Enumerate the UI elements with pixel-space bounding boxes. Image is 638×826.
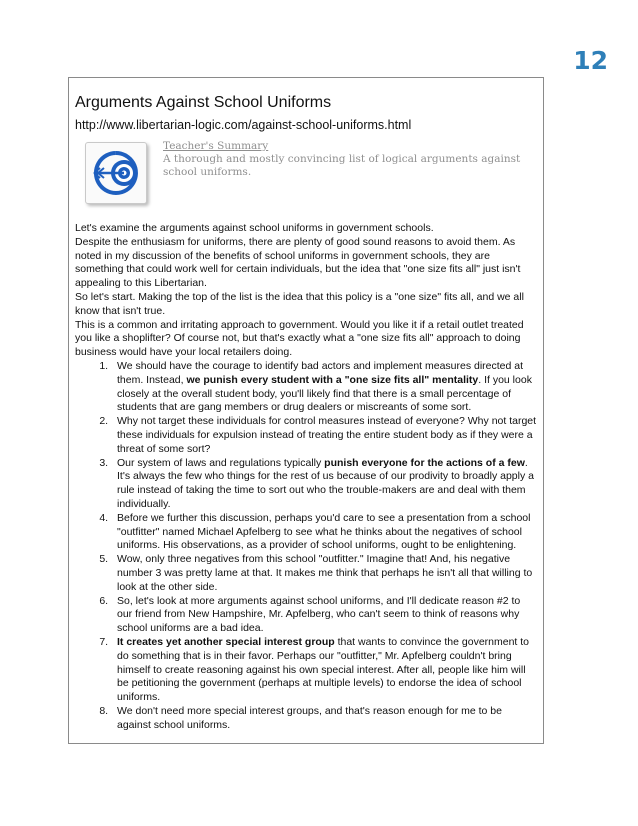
list-item: 3. Our system of laws and regulations typically punish everyone for the actions of a few. It's always the few who things for the rest of us because of our prodivity to broadly apply a rule instead of taking the time to sort out who the trouble-makers are and deal with them individually.	[111, 457, 537, 512]
list-item: 2. Why not target these individuals for control measures instead of everyone? Why not target these individuals for expulsion instead of treating the entire student body as if they were a threat of some sort?	[111, 415, 537, 456]
article-title: Arguments Against School Uniforms	[75, 94, 332, 111]
list-item: 8. We don't need more special interest groups, and that's reason enough for me to be against school uniforms.	[111, 705, 537, 733]
list-item: 4. Before we further this discussion, perhaps you'd care to see a presentation from a school "outfitter" named Michael Apfelberg to see what he thinks about the negatives of school uniforms. His observations, as a provider of school uniforms, ought to be enlightening.	[111, 512, 537, 553]
summary-text: A thorough and mostly convincing list of logical arguments against school uniforms.	[163, 153, 521, 178]
list-item: 6. So, let's look at more arguments against school uniforms, and I'll dedicate reason #2 to our friend from New Hampshire, Mr. Apfelberg, who can't seem to think of reasons why school uniforms are a bad idea.	[111, 595, 537, 636]
paragraph: Despite the enthusiasm for uniforms, there are plenty of good sound reasons to avoid them. As noted in my discussion of the benefits of school uniforms in government schools, they are something that could work well for certain individuals, but the idea that "one size fits all" just isn't appealing to this Libertarian.	[75, 235, 521, 290]
argument-list	[75, 360, 537, 733]
paragraph: So let's start. Making the top of the list is the idea that this policy is a "one size" fits all, and we all know that isn't true.	[75, 290, 524, 317]
list-item: 5. Wow, only three negatives from this school "outfitter." Imagine that! And, his negative number 3 was pretty lame at that. It makes me think that perhaps he isn't all that willing to look at the other side.	[111, 553, 537, 594]
article-frame	[68, 77, 544, 744]
paragraph: This is a common and irritating approach to government. Would you like it if a retail outlet treated you like a shoplifter? Of course not, but that's exactly what a "one size fits all" approach to doing business would have your local retailers doing.	[75, 318, 524, 359]
summary-heading: Teacher's Summary	[163, 140, 269, 152]
list-item: 7. It creates yet another special interest group that wants to convince the government to do something that is in their favor. Perhaps our "outfitter," Mr. Apfelberg couldn't bring himself to create reasoning against his own special interest. After all, people like him will be petitioning the government (perhaps at multiple levels) to endorse the idea of school uniforms.	[111, 636, 537, 705]
page-number: 12	[573, 46, 608, 75]
article-body	[75, 222, 537, 732]
article-url-link[interactable]: http://www.libertarian-logic.com/against-school-uniforms.html	[75, 118, 412, 132]
list-item: 1. We should have the courage to identify bad actors and implement measures directed at them. Instead, we punish every student with a "one size fits all" mentality. If you look closely at the overall student body, you'll likely find that there is a small percentage of students that are gang members or drug dealers or miscreants of some sort.	[111, 360, 537, 415]
teacher-summary	[75, 140, 537, 216]
target-arrow-icon	[85, 142, 147, 204]
paragraph: Let's examine the arguments against school uniforms in government schools.	[75, 222, 434, 234]
